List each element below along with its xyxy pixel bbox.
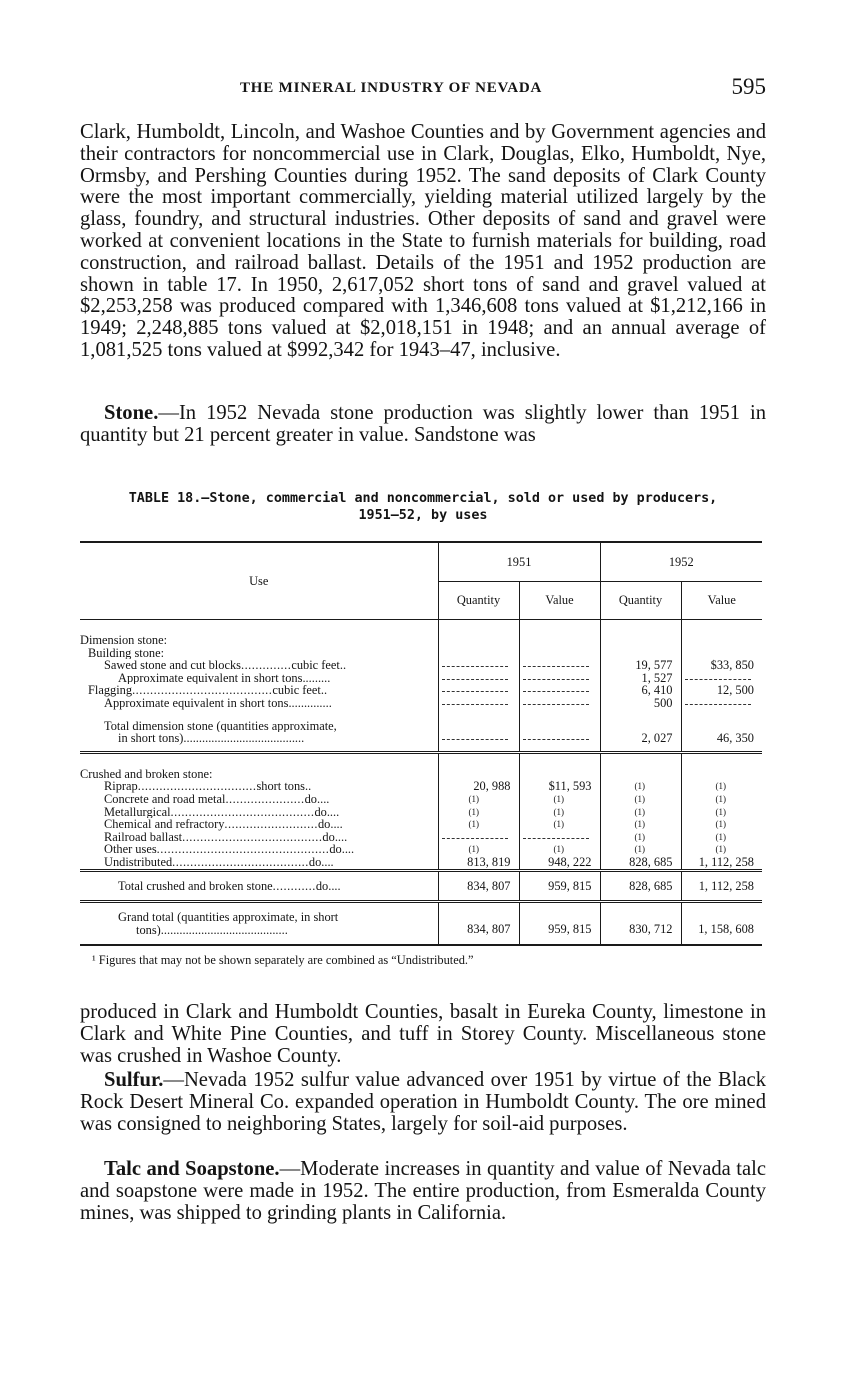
footnote-ref: (1) xyxy=(715,844,726,855)
table-row-label: Riprap.................................short tons.. xyxy=(104,780,312,793)
footnote-ref: (1) xyxy=(553,806,564,817)
cell-value: 828, 685 xyxy=(629,878,673,893)
cell-value: 46, 350 xyxy=(716,731,754,746)
table-row-grand-total xyxy=(80,902,762,946)
stone-table xyxy=(80,541,762,946)
column-header-value-1951: Value xyxy=(519,582,600,620)
footnote-ref: (1) xyxy=(553,819,564,830)
cell-value: 12, 500 xyxy=(716,683,754,698)
table-footnote: ¹ Figures that may not be shown separately are combined as “Undistributed.” xyxy=(92,953,474,967)
footnote-ref: (1) xyxy=(553,793,564,804)
table-row-label: Flagging.......................................cubic feet.. xyxy=(88,684,328,697)
table-caption-line2: 1951–52, by uses xyxy=(358,508,488,523)
table-section-crushed xyxy=(80,752,762,870)
row-heading: Crushed and broken stone: xyxy=(80,767,213,781)
running-title: THE MINERAL INDUSTRY OF NEVADA xyxy=(240,80,543,96)
page-number: 595 xyxy=(731,74,766,99)
footnote-ref: (1) xyxy=(468,819,479,830)
table-row-label: Approximate equivalent in short tons.............. xyxy=(104,696,332,710)
section-lead-stone: Stone. xyxy=(104,402,159,424)
cell-value: 959, 815 xyxy=(548,922,592,937)
footnote-ref: (1) xyxy=(715,793,726,804)
table-row-label: Concrete and road metal......................do.... xyxy=(104,792,330,806)
section-lead-talc: Talc and Soapstone. xyxy=(104,1158,280,1180)
column-quantity-1952 xyxy=(600,752,681,870)
footnote-ref: (1) xyxy=(634,844,645,855)
footnote-ref: (1) xyxy=(634,819,645,830)
cell-value: 1, 527 xyxy=(641,670,673,685)
paragraph-stone-continued xyxy=(80,1002,766,1067)
cell-value: 830, 712 xyxy=(629,922,673,937)
running-head xyxy=(80,74,766,104)
paragraph-text: —Moderate increases in quantity and value of Nevada talc and soapstone were made in 1952. The entire production, from Esmeralda County mines, was shipped to grinding plants in California. xyxy=(80,1158,766,1224)
table-row-label: Undistributed......................................do.... xyxy=(104,855,334,869)
row-heading: Dimension stone: xyxy=(80,634,168,647)
table-row-total-crushed xyxy=(80,870,762,902)
column-header-1952: 1952 xyxy=(600,542,762,582)
cell-value: 2, 027 xyxy=(641,731,673,746)
cell-value: 959, 815 xyxy=(548,878,592,893)
column-value-1952 xyxy=(681,752,762,870)
footnote-ref: (1) xyxy=(634,781,645,792)
column-quantity-1951 xyxy=(438,620,519,710)
table-caption xyxy=(80,490,766,524)
cell-value: 20, 988 xyxy=(473,779,511,794)
paragraph-sand-gravel xyxy=(80,122,766,362)
footnote-ref: (1) xyxy=(468,793,479,804)
paragraph-text: produced in Clark and Humboldt Counties, basalt in Eureka County, limestone in Clark and White Pine Counties, and tuff in Storey County. Miscellaneous stone was crushed in Washoe County. xyxy=(80,1001,766,1067)
paragraph-text: —In 1952 Nevada stone production was slightly lower than 1951 in quantity but 21 percent greater in value. Sandstone was xyxy=(80,402,766,446)
cell-value: 834, 807 xyxy=(467,878,511,893)
cell-value: $33, 850 xyxy=(710,658,754,673)
row-total-label: tons)......................................... xyxy=(136,923,288,937)
cell-value: 1, 112, 258 xyxy=(698,878,754,893)
column-value-1952 xyxy=(681,620,762,710)
cell-value: 813, 819 xyxy=(467,854,511,869)
row-total-label: Total crushed and broken stone............do.... xyxy=(118,879,341,893)
footnote-ref: (1) xyxy=(468,844,479,855)
cell-value: 1, 158, 608 xyxy=(698,922,754,937)
table-row-label: Other uses................................................do.... xyxy=(104,843,355,856)
row-total-label: in short tons)....................................... xyxy=(118,732,305,745)
row-total-label: Grand total (quantities approximate, in short xyxy=(118,911,339,924)
table-section-dimension xyxy=(80,620,762,710)
footnote-ref: (1) xyxy=(468,806,479,817)
footnote-ref: (1) xyxy=(634,793,645,804)
column-value-1951 xyxy=(519,752,600,870)
footnote-ref: (1) xyxy=(553,844,564,855)
paragraph-talc xyxy=(80,1159,766,1224)
column-quantity-1951 xyxy=(438,752,519,870)
cell-value: 948, 222 xyxy=(548,854,592,869)
footnote-ref: (1) xyxy=(715,806,726,817)
column-quantity-1952 xyxy=(600,620,681,710)
column-header-use: Use xyxy=(80,542,438,620)
footnote-ref: (1) xyxy=(634,831,645,842)
column-header-1951: 1951 xyxy=(438,542,600,582)
table-row-label: Approximate equivalent in short tons......... xyxy=(118,671,331,685)
column-header-quantity-1951: Quantity xyxy=(438,582,519,620)
paragraph-text: —Nevada 1952 sulfur value advanced over 1951 by virtue of the Black Rock Desert Mineral Co. expanded operation in Humboldt County. The ore mined was consigned to neighboring States, largely for soil-aid purposes. xyxy=(80,1069,766,1135)
table-row-total-dimension xyxy=(80,710,762,753)
cell-value: 834, 807 xyxy=(467,922,511,937)
paragraph-sulfur xyxy=(80,1070,766,1135)
cell-value: $11, 593 xyxy=(548,779,592,794)
footnote-ref: (1) xyxy=(715,819,726,830)
footnote-ref: (1) xyxy=(715,781,726,792)
cell-value: 19, 577 xyxy=(635,658,673,673)
row-total-label: Total dimension stone (quantities approximate, xyxy=(104,719,337,733)
paragraph-text: Clark, Humboldt, Lincoln, and Washoe Counties and by Government agencies and their contractors for noncommercial use in Clark, Douglas, Elko, Humboldt, Nye, Ormsby, and Pershing Counties during 1952. The sand deposits of Clark County were the most important commercially, yielding material utilized largely by the glass, foundry, and structural industries. Other deposits of sand and gravel were worked at convenient locations in the State to furnish materials for building, road construction, and railroad ballast. Details of the 1951 and 1952 production are shown in table 17. In 1950, 2,617,052 short tons of sand and gravel valued at $2,253,258 was produced compared with 1,346,608 tons valued at $1,212,166 in 1949; 2,248,885 tons valued at $2,018,151 in 1948; and an annual average of 1,081,525 tons valued at $992,342 for 1943–47, inclusive. xyxy=(80,121,766,361)
cell-value: 500 xyxy=(653,695,673,710)
paragraph-stone xyxy=(80,403,766,447)
section-lead-sulfur: Sulfur. xyxy=(104,1069,164,1091)
cell-value: 828, 685 xyxy=(629,854,673,869)
table-row-label: Metallurgical........................................do.... xyxy=(104,805,340,819)
column-header-quantity-1952: Quantity xyxy=(600,582,681,620)
row-subheading: Building stone: xyxy=(88,646,165,660)
cell-value: 6, 410 xyxy=(641,683,673,698)
table-row-label: Sawed stone and cut blocks..............cubic feet.. xyxy=(104,659,347,672)
cell-value: 1, 112, 258 xyxy=(698,854,754,869)
column-header-value-1952: Value xyxy=(681,582,762,620)
table-caption-line1: TABLE 18.—Stone, commercial and noncommercial, sold or used by producers, xyxy=(128,491,718,506)
footnote-ref: (1) xyxy=(715,831,726,842)
table-row-label: Railroad ballast.......................................do.... xyxy=(104,830,348,844)
table-row-label: Chemical and refractory..........................do.... xyxy=(104,818,343,831)
column-value-1951 xyxy=(519,620,600,710)
footnote-ref: (1) xyxy=(634,806,645,817)
